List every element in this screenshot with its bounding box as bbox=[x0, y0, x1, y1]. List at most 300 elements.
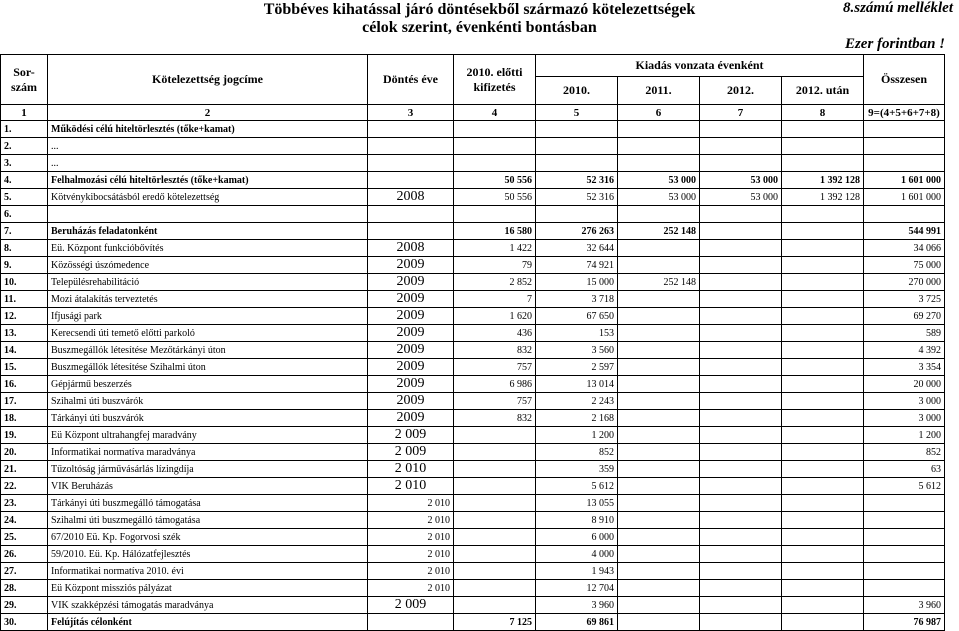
amount-2010: 67 650 bbox=[536, 308, 618, 325]
decision-year: 2 010 bbox=[368, 563, 454, 580]
header-jogcim: Kötelezettség jogcíme bbox=[48, 55, 368, 105]
decision-year: 2 010 bbox=[368, 512, 454, 529]
decision-year: 2 010 bbox=[368, 529, 454, 546]
row-total: 852 bbox=[864, 444, 945, 461]
table-row bbox=[1, 512, 945, 529]
row-total: 544 991 bbox=[864, 223, 945, 240]
unit-label: Ezer forintban ! bbox=[844, 36, 945, 52]
amount-2012 bbox=[700, 444, 782, 461]
amount-after-2012 bbox=[782, 444, 864, 461]
amount-2010: 69 861 bbox=[536, 614, 618, 631]
decision-year: 2 010 bbox=[368, 461, 454, 478]
row-title: Eü Központ ultrahangfej maradvány bbox=[48, 427, 368, 444]
row-total: 4 392 bbox=[864, 342, 945, 359]
amount-2010: 1 200 bbox=[536, 427, 618, 444]
amount-2011 bbox=[618, 376, 700, 393]
prior-payment: 832 bbox=[454, 342, 536, 359]
row-total: 3 000 bbox=[864, 393, 945, 410]
row-number: 3. bbox=[1, 155, 48, 172]
table-row bbox=[1, 172, 945, 189]
amount-2012 bbox=[700, 376, 782, 393]
row-number: 6. bbox=[1, 206, 48, 223]
table-row bbox=[1, 495, 945, 512]
header-2010: 2010. bbox=[536, 77, 618, 105]
amount-2011 bbox=[618, 240, 700, 257]
row-number: 18. bbox=[1, 410, 48, 427]
row-title: Buszmegállók létesítése Mezőtárkányi úton bbox=[48, 342, 368, 359]
prior-payment: 50 556 bbox=[454, 172, 536, 189]
table-row bbox=[1, 155, 945, 172]
amount-2011 bbox=[618, 155, 700, 172]
amount-2012 bbox=[700, 342, 782, 359]
amount-after-2012 bbox=[782, 155, 864, 172]
row-title: Működési célú hiteltörlesztés (tőke+kamat) bbox=[48, 121, 368, 138]
amount-2011 bbox=[618, 291, 700, 308]
row-title: Tűzoltóság járművásárlás lízingdíja bbox=[48, 461, 368, 478]
amount-2011 bbox=[618, 580, 700, 597]
table-row bbox=[1, 359, 945, 376]
colnum: 6 bbox=[618, 105, 700, 121]
row-number: 10. bbox=[1, 274, 48, 291]
header-2011: 2011. bbox=[618, 77, 700, 105]
amount-2012: 53 000 bbox=[700, 172, 782, 189]
decision-year: 2 010 bbox=[368, 495, 454, 512]
amount-2011 bbox=[618, 546, 700, 563]
decision-year: 2 010 bbox=[368, 546, 454, 563]
table-row bbox=[1, 189, 945, 206]
row-total: 76 987 bbox=[864, 614, 945, 631]
decision-year: 2009 bbox=[368, 274, 454, 291]
amount-2012 bbox=[700, 529, 782, 546]
amount-2012 bbox=[700, 461, 782, 478]
amount-2010: 4 000 bbox=[536, 546, 618, 563]
amount-2010: 52 316 bbox=[536, 189, 618, 206]
annex-label: 8.számú melléklet bbox=[843, 0, 953, 16]
amount-2012 bbox=[700, 257, 782, 274]
amount-2012 bbox=[700, 393, 782, 410]
row-number: 7. bbox=[1, 223, 48, 240]
amount-2011 bbox=[618, 427, 700, 444]
row-total: 75 000 bbox=[864, 257, 945, 274]
amount-2012 bbox=[700, 274, 782, 291]
decision-year: 2008 bbox=[368, 240, 454, 257]
decision-year: 2008 bbox=[368, 189, 454, 206]
column-number-row bbox=[1, 105, 945, 121]
amount-2011 bbox=[618, 529, 700, 546]
row-title: Kerecsendi úti temető előtti parkoló bbox=[48, 325, 368, 342]
amount-after-2012 bbox=[782, 223, 864, 240]
row-total: 3 725 bbox=[864, 291, 945, 308]
amount-2011 bbox=[618, 444, 700, 461]
prior-payment: 50 556 bbox=[454, 189, 536, 206]
amount-2011: 252 148 bbox=[618, 223, 700, 240]
amount-2011 bbox=[618, 308, 700, 325]
amount-after-2012 bbox=[782, 121, 864, 138]
prior-payment bbox=[454, 206, 536, 223]
amount-after-2012 bbox=[782, 495, 864, 512]
amount-2011 bbox=[618, 614, 700, 631]
decision-year bbox=[368, 155, 454, 172]
row-number: 9. bbox=[1, 257, 48, 274]
row-number: 1. bbox=[1, 121, 48, 138]
decision-year: 2009 bbox=[368, 342, 454, 359]
row-title: Tárkányi úti buszmegálló támogatása bbox=[48, 495, 368, 512]
table-row bbox=[1, 461, 945, 478]
row-total bbox=[864, 206, 945, 223]
amount-2010: 276 263 bbox=[536, 223, 618, 240]
decision-year: 2009 bbox=[368, 308, 454, 325]
prior-payment: 7 bbox=[454, 291, 536, 308]
decision-year: 2009 bbox=[368, 257, 454, 274]
amount-after-2012 bbox=[782, 512, 864, 529]
amount-after-2012 bbox=[782, 410, 864, 427]
amount-2011 bbox=[618, 342, 700, 359]
amount-2012 bbox=[700, 359, 782, 376]
prior-payment: 757 bbox=[454, 393, 536, 410]
header-2012: 2012. bbox=[700, 77, 782, 105]
row-total: 69 270 bbox=[864, 308, 945, 325]
prior-payment bbox=[454, 121, 536, 138]
decision-year bbox=[368, 121, 454, 138]
amount-2010: 2 168 bbox=[536, 410, 618, 427]
amount-2011 bbox=[618, 563, 700, 580]
table-row bbox=[1, 410, 945, 427]
amount-2012 bbox=[700, 223, 782, 240]
prior-payment: 6 986 bbox=[454, 376, 536, 393]
amount-2010: 74 921 bbox=[536, 257, 618, 274]
row-number: 30. bbox=[1, 614, 48, 631]
amount-2011: 53 000 bbox=[618, 189, 700, 206]
row-title: Beruházás feladatonként bbox=[48, 223, 368, 240]
row-total bbox=[864, 512, 945, 529]
amount-2011 bbox=[618, 478, 700, 495]
prior-payment bbox=[454, 563, 536, 580]
row-title bbox=[48, 206, 368, 223]
row-number: 13. bbox=[1, 325, 48, 342]
row-title: Szihalmi úti buszvárók bbox=[48, 393, 368, 410]
table-row bbox=[1, 240, 945, 257]
amount-after-2012 bbox=[782, 325, 864, 342]
amount-after-2012 bbox=[782, 308, 864, 325]
table-row bbox=[1, 580, 945, 597]
amount-2010: 8 910 bbox=[536, 512, 618, 529]
amount-2012 bbox=[700, 291, 782, 308]
prior-payment bbox=[454, 529, 536, 546]
row-number: 20. bbox=[1, 444, 48, 461]
table-row bbox=[1, 478, 945, 495]
amount-after-2012 bbox=[782, 597, 864, 614]
prior-payment bbox=[454, 580, 536, 597]
decision-year: 2009 bbox=[368, 325, 454, 342]
row-title: ... bbox=[48, 155, 368, 172]
amount-after-2012 bbox=[782, 240, 864, 257]
prior-payment: 1 620 bbox=[454, 308, 536, 325]
table-row bbox=[1, 223, 945, 240]
row-number: 23. bbox=[1, 495, 48, 512]
table-row bbox=[1, 342, 945, 359]
decision-year bbox=[368, 138, 454, 155]
amount-2012 bbox=[700, 512, 782, 529]
row-title: Településrehabilitáció bbox=[48, 274, 368, 291]
amount-2011: 252 148 bbox=[618, 274, 700, 291]
row-number: 25. bbox=[1, 529, 48, 546]
row-number: 22. bbox=[1, 478, 48, 495]
amount-2010: 13 014 bbox=[536, 376, 618, 393]
row-title: Mozi átalakítás terveztetés bbox=[48, 291, 368, 308]
amount-2011 bbox=[618, 257, 700, 274]
table-row bbox=[1, 257, 945, 274]
amount-2012 bbox=[700, 580, 782, 597]
amount-2012 bbox=[700, 563, 782, 580]
row-number: 5. bbox=[1, 189, 48, 206]
amount-after-2012 bbox=[782, 291, 864, 308]
row-total bbox=[864, 580, 945, 597]
amount-2012 bbox=[700, 614, 782, 631]
colnum: 9=(4+5+6+7+8) bbox=[864, 105, 945, 121]
colnum: 2 bbox=[48, 105, 368, 121]
amount-2012 bbox=[700, 495, 782, 512]
row-number: 16. bbox=[1, 376, 48, 393]
table-row bbox=[1, 444, 945, 461]
row-number: 21. bbox=[1, 461, 48, 478]
table-row bbox=[1, 121, 945, 138]
obligations-table bbox=[0, 54, 945, 631]
header-osszesen: Összesen bbox=[864, 55, 945, 105]
row-total bbox=[864, 529, 945, 546]
row-total: 3 960 bbox=[864, 597, 945, 614]
amount-2010: 852 bbox=[536, 444, 618, 461]
amount-2010: 3 560 bbox=[536, 342, 618, 359]
amount-after-2012 bbox=[782, 257, 864, 274]
prior-payment bbox=[454, 495, 536, 512]
row-total bbox=[864, 138, 945, 155]
prior-payment bbox=[454, 478, 536, 495]
amount-after-2012 bbox=[782, 393, 864, 410]
table-row bbox=[1, 597, 945, 614]
amount-after-2012 bbox=[782, 546, 864, 563]
amount-2011 bbox=[618, 410, 700, 427]
row-title: Szihalmi úti buszmegálló támogatása bbox=[48, 512, 368, 529]
decision-year: 2 009 bbox=[368, 427, 454, 444]
decision-year: 2 009 bbox=[368, 444, 454, 461]
row-total: 589 bbox=[864, 325, 945, 342]
amount-2010: 52 316 bbox=[536, 172, 618, 189]
row-number: 27. bbox=[1, 563, 48, 580]
row-total bbox=[864, 155, 945, 172]
prior-payment: 1 422 bbox=[454, 240, 536, 257]
amount-2012 bbox=[700, 427, 782, 444]
row-number: 8. bbox=[1, 240, 48, 257]
row-total: 63 bbox=[864, 461, 945, 478]
colnum: 7 bbox=[700, 105, 782, 121]
amount-2012 bbox=[700, 597, 782, 614]
header-dontes: Döntés éve bbox=[368, 55, 454, 105]
report-title-line1: Többéves kihatással járó döntésekből származó kötelezettségek bbox=[263, 1, 696, 18]
row-number: 24. bbox=[1, 512, 48, 529]
prior-payment: 757 bbox=[454, 359, 536, 376]
amount-2010: 13 055 bbox=[536, 495, 618, 512]
row-total: 1 200 bbox=[864, 427, 945, 444]
row-title: Buszmegállók létesítése Szihalmi úton bbox=[48, 359, 368, 376]
amount-2012 bbox=[700, 121, 782, 138]
colnum: 4 bbox=[454, 105, 536, 121]
row-title: Közösségi úszómedence bbox=[48, 257, 368, 274]
table-row bbox=[1, 308, 945, 325]
amount-2010: 32 644 bbox=[536, 240, 618, 257]
amount-after-2012 bbox=[782, 529, 864, 546]
prior-payment: 2 852 bbox=[454, 274, 536, 291]
decision-year: 2009 bbox=[368, 410, 454, 427]
header-sorszam: Sor-szám bbox=[1, 55, 48, 105]
amount-2011 bbox=[618, 121, 700, 138]
amount-2011 bbox=[618, 597, 700, 614]
amount-2010: 5 612 bbox=[536, 478, 618, 495]
row-title: Informatikai normatíva maradványa bbox=[48, 444, 368, 461]
amount-2011 bbox=[618, 461, 700, 478]
row-number: 2. bbox=[1, 138, 48, 155]
amount-2011 bbox=[618, 138, 700, 155]
prior-payment bbox=[454, 461, 536, 478]
table-row bbox=[1, 325, 945, 342]
row-title: Ifjusági park bbox=[48, 308, 368, 325]
table-row bbox=[1, 393, 945, 410]
amount-2012 bbox=[700, 410, 782, 427]
row-title: 67/2010 Eü. Kp. Fogorvosi szék bbox=[48, 529, 368, 546]
amount-2012: 53 000 bbox=[700, 189, 782, 206]
decision-year: 2009 bbox=[368, 291, 454, 308]
amount-after-2012 bbox=[782, 563, 864, 580]
prior-payment bbox=[454, 138, 536, 155]
amount-after-2012 bbox=[782, 274, 864, 291]
decision-year: 2009 bbox=[368, 376, 454, 393]
row-title: Eü Központ missziós pályázat bbox=[48, 580, 368, 597]
table-row bbox=[1, 427, 945, 444]
amount-after-2012 bbox=[782, 376, 864, 393]
colnum: 1 bbox=[1, 105, 48, 121]
amount-after-2012 bbox=[782, 461, 864, 478]
amount-2012 bbox=[700, 138, 782, 155]
row-title: 59/2010. Eü. Kp. Hálózatfejlesztés bbox=[48, 546, 368, 563]
amount-2010: 15 000 bbox=[536, 274, 618, 291]
amount-2011 bbox=[618, 359, 700, 376]
header-elotti: 2010. előtti kifizetés bbox=[454, 55, 536, 105]
report-title-line2: célok szerint, évenkénti bontásban bbox=[362, 19, 597, 36]
row-total: 270 000 bbox=[864, 274, 945, 291]
amount-after-2012 bbox=[782, 342, 864, 359]
table-row bbox=[1, 376, 945, 393]
prior-payment: 16 580 bbox=[454, 223, 536, 240]
amount-after-2012: 1 392 128 bbox=[782, 172, 864, 189]
header-kiadas: Kiadás vonzata évenként bbox=[536, 55, 864, 77]
amount-2010 bbox=[536, 121, 618, 138]
colnum: 3 bbox=[368, 105, 454, 121]
row-number: 11. bbox=[1, 291, 48, 308]
amount-2010: 3 960 bbox=[536, 597, 618, 614]
amount-2010: 359 bbox=[536, 461, 618, 478]
amount-2012 bbox=[700, 240, 782, 257]
row-title: Eü. Központ funkcióbővítés bbox=[48, 240, 368, 257]
amount-after-2012 bbox=[782, 478, 864, 495]
table-row bbox=[1, 291, 945, 308]
amount-2010: 2 243 bbox=[536, 393, 618, 410]
amount-after-2012 bbox=[782, 138, 864, 155]
row-total: 1 601 000 bbox=[864, 172, 945, 189]
prior-payment bbox=[454, 427, 536, 444]
row-number: 26. bbox=[1, 546, 48, 563]
table-row bbox=[1, 563, 945, 580]
amount-2010 bbox=[536, 155, 618, 172]
row-title: ... bbox=[48, 138, 368, 155]
amount-2012 bbox=[700, 155, 782, 172]
decision-year bbox=[368, 206, 454, 223]
prior-payment: 7 125 bbox=[454, 614, 536, 631]
row-number: 12. bbox=[1, 308, 48, 325]
row-number: 19. bbox=[1, 427, 48, 444]
row-total bbox=[864, 563, 945, 580]
decision-year: 2 010 bbox=[368, 478, 454, 495]
prior-payment: 79 bbox=[454, 257, 536, 274]
amount-2010: 6 000 bbox=[536, 529, 618, 546]
row-number: 28. bbox=[1, 580, 48, 597]
amount-after-2012 bbox=[782, 359, 864, 376]
amount-after-2012: 1 392 128 bbox=[782, 189, 864, 206]
row-title: VIK szakképzési támogatás maradványa bbox=[48, 597, 368, 614]
table-row bbox=[1, 274, 945, 291]
row-title: Gépjármű beszerzés bbox=[48, 376, 368, 393]
row-total: 5 612 bbox=[864, 478, 945, 495]
table-row bbox=[1, 206, 945, 223]
table-row bbox=[1, 546, 945, 563]
prior-payment: 436 bbox=[454, 325, 536, 342]
table-row bbox=[1, 138, 945, 155]
amount-2011 bbox=[618, 495, 700, 512]
amount-2010: 2 597 bbox=[536, 359, 618, 376]
amount-2011 bbox=[618, 325, 700, 342]
amount-after-2012 bbox=[782, 427, 864, 444]
amount-2012 bbox=[700, 308, 782, 325]
decision-year: 2 010 bbox=[368, 580, 454, 597]
decision-year: 2009 bbox=[368, 393, 454, 410]
table-row bbox=[1, 614, 945, 631]
row-total: 20 000 bbox=[864, 376, 945, 393]
amount-2010: 3 718 bbox=[536, 291, 618, 308]
amount-2011 bbox=[618, 206, 700, 223]
row-title: Tárkányi úti buszvárók bbox=[48, 410, 368, 427]
amount-2012 bbox=[700, 546, 782, 563]
row-number: 15. bbox=[1, 359, 48, 376]
prior-payment bbox=[454, 546, 536, 563]
amount-2012 bbox=[700, 206, 782, 223]
row-total bbox=[864, 121, 945, 138]
decision-year: 2 009 bbox=[368, 597, 454, 614]
decision-year bbox=[368, 223, 454, 240]
header-2012-utan: 2012. után bbox=[782, 77, 864, 105]
prior-payment bbox=[454, 512, 536, 529]
row-total: 34 066 bbox=[864, 240, 945, 257]
row-total: 1 601 000 bbox=[864, 189, 945, 206]
row-total bbox=[864, 495, 945, 512]
row-number: 4. bbox=[1, 172, 48, 189]
prior-payment bbox=[454, 597, 536, 614]
amount-2011: 53 000 bbox=[618, 172, 700, 189]
row-title: Felhalmozási célú hiteltörlesztés (tőke+kamat) bbox=[48, 172, 368, 189]
row-total: 3 000 bbox=[864, 410, 945, 427]
row-title: Kötvénykibocsátásból eredő kötelezettség bbox=[48, 189, 368, 206]
amount-2010 bbox=[536, 206, 618, 223]
amount-2011 bbox=[618, 393, 700, 410]
amount-2010: 1 943 bbox=[536, 563, 618, 580]
prior-payment: 832 bbox=[454, 410, 536, 427]
